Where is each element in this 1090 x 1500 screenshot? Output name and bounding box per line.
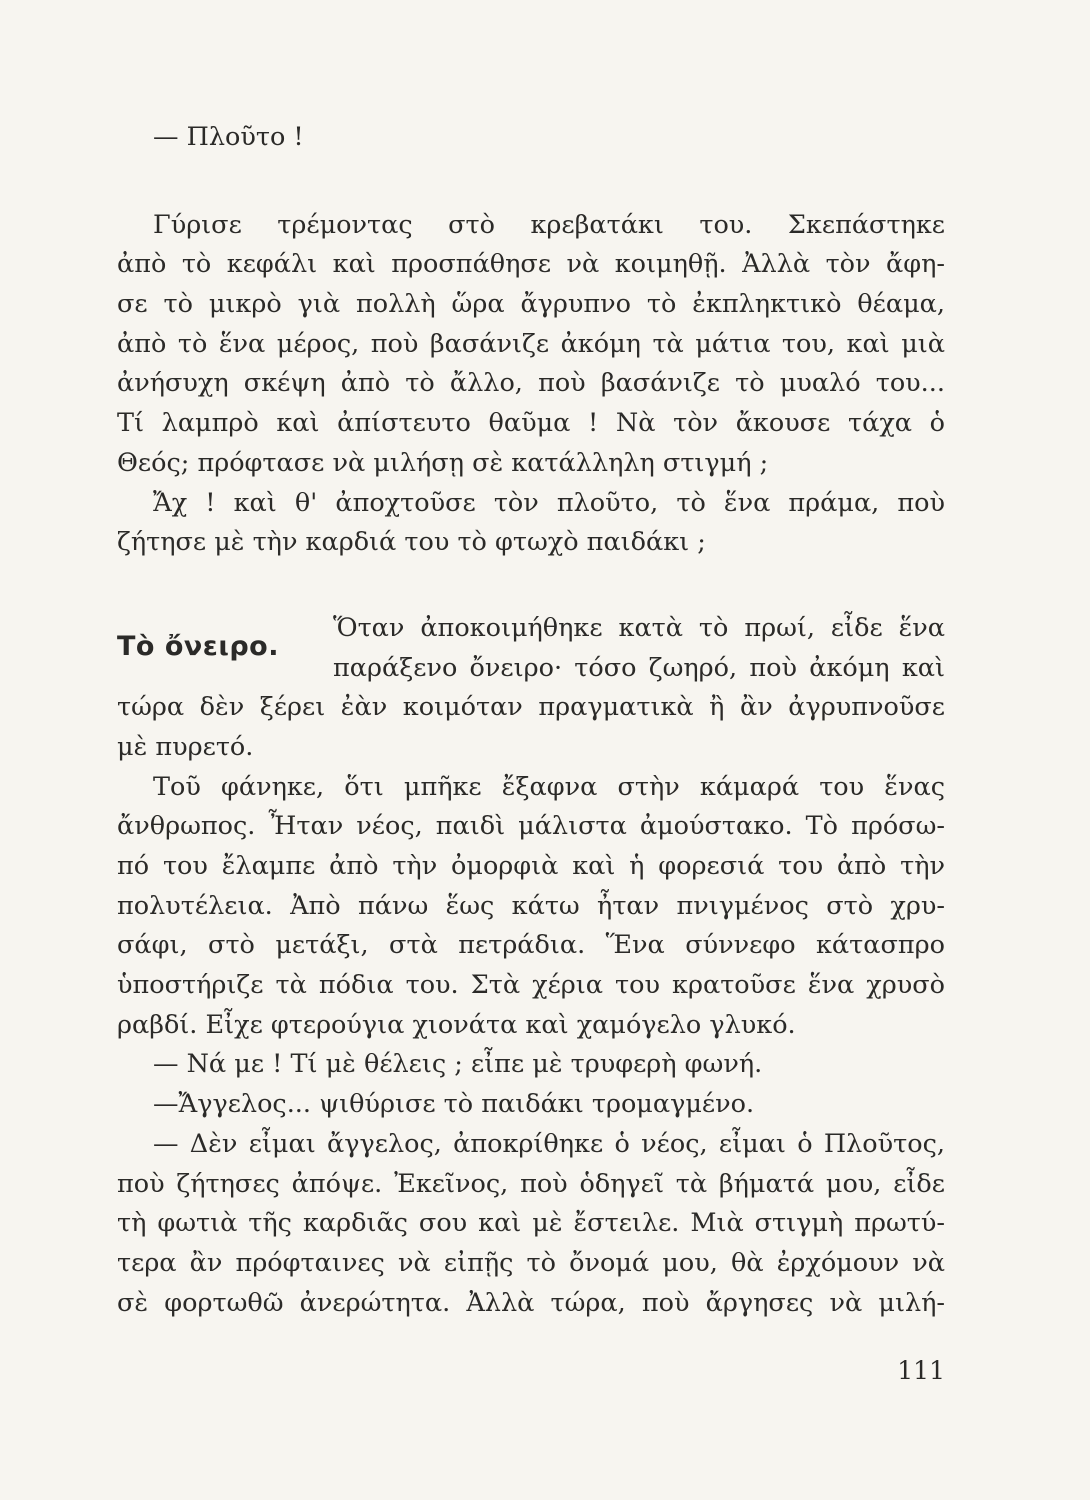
text-line: Ἄχ ! καὶ θ' ἀποχτοῦσε τὸν πλοῦτο, τὸ ἕνα πράμα, ποὺ — [153, 487, 945, 518]
text-line: τὴ φωτιὰ τῆς καρδιᾶς σου καὶ μὲ ἔστειλε. Μιὰ στιγμὴ πρωτύ- — [117, 1208, 945, 1239]
text-line: παράξενο ὄνειρο· τόσο ζωηρό, ποὺ ἀκόμη καὶ — [333, 652, 945, 683]
text-line: ζήτησε μὲ τὴν καρδιά του τὸ φτωχὸ παιδάκι ; — [117, 527, 706, 558]
text-line: πό του ἔλαμπε ἀπὸ τὴν ὀμορφιὰ καὶ ἡ φορεσιά του ἀπὸ τὴν — [117, 851, 945, 881]
text-line: — Νά με ! Τί μὲ θέλεις ; εἶπε μὲ τρυφερὴ φωνή. — [153, 1049, 763, 1080]
text-line: Γύρισε τρέμοντας στὸ κρεβατάκι του. Σκεπάστηκε — [153, 209, 945, 240]
text-line: σὲ φορτωθῶ ἀνερώτητα. Ἀλλὰ τώρα, ποὺ ἄργησες νὰ μιλή- — [117, 1287, 945, 1318]
text-line: σε τὸ μικρὸ γιὰ πολλὴ ὥρα ἄγρυπνο τὸ ἐκπληκτικὸ θέαμα, — [117, 289, 945, 320]
text-line: τερα ἂν πρόφταινες νὰ εἰπῇς τὸ ὄνομά μου, θὰ ἐρχόμουν νὰ — [117, 1247, 945, 1278]
section-heading: Τὸ ὄνειρο. — [117, 630, 279, 662]
text-line: — Δὲν εἶμαι ἄγγελος, ἀποκρίθηκε ὁ νέος, εἶμαι ὁ Πλοῦτος, — [153, 1128, 945, 1159]
text-line: —Ἄγγελος... ψιθύρισε τὸ παιδάκι τρομαγμένο. — [153, 1089, 755, 1120]
text-line: τώρα δὲν ξέρει ἐὰν κοιμόταν πραγματικὰ ἢ ἂν ἀγρυπνοῦσε — [117, 692, 945, 723]
text-line: σάφι, στὸ μετάξι, στὰ πετράδια. Ἕνα σύννεφο κάτασπρο — [117, 930, 945, 961]
text-line: Θεός; πρόφτασε νὰ μιλήσῃ σὲ κατάλληλη στιγμή ; — [117, 447, 769, 478]
text-line: Τί λαμπρὸ καὶ ἀπίστευτο θαῦμα ! Νὰ τὸν ἄκουσε τάχα ὁ — [117, 408, 945, 439]
dream-section — [117, 609, 945, 688]
paragraph-gap — [117, 563, 945, 609]
text-line: Ὅταν ἀποκοιμήθηκε κατὰ τὸ πρωί, εἶδε ἕνα — [333, 612, 945, 643]
text-line: ραβδί. Εἶχε φτερούγια χιονάτα καὶ χαμόγελο γλυκό. — [117, 1009, 796, 1040]
text-line: — Πλοῦτο ! — [153, 122, 304, 152]
paragraph-gap — [117, 158, 945, 206]
text-line: Τοῦ φάνηκε, ὅτι μπῆκε ἔξαφνα στὴν κάμαρά του ἕνας — [153, 771, 945, 802]
text-column — [117, 118, 945, 1323]
text-line: ποὺ ζήτησες ἀπόψε. Ἐκεῖνος, ποὺ ὁδηγεῖ τὰ βήματά μου, εἶδε — [117, 1168, 945, 1199]
text-line: ἀπὸ τὸ ἕνα μέρος, ποὺ βασάνιζε ἀκόμη τὰ μάτια του, καὶ μιὰ — [117, 328, 945, 359]
text-line: μὲ πυρετό. — [117, 731, 254, 762]
text-line: ὑποστήριζε τὰ πόδια του. Στὰ χέρια του κρατοῦσε ἕνα χρυσὸ — [117, 970, 945, 1001]
text-line: ἀνήσυχη σκέψη ἀπὸ τὸ ἄλλο, ποὺ βασάνιζε τὸ μυαλό του... — [117, 368, 945, 399]
page-number: 111 — [897, 1356, 945, 1385]
text-line: πολυτέλεια. Ἀπὸ πάνω ἕως κάτω ἦταν πνιγμένος στὸ χρυ- — [117, 890, 945, 921]
text-line: ἄνθρωπος. Ἦταν νέος, παιδὶ μάλιστα ἀμούστακο. Τὸ πρόσω- — [117, 811, 945, 842]
text-line: ἀπὸ τὸ κεφάλι καὶ προσπάθησε νὰ κοιμηθῇ. Ἀλλὰ τὸν ἄφη- — [117, 249, 945, 280]
